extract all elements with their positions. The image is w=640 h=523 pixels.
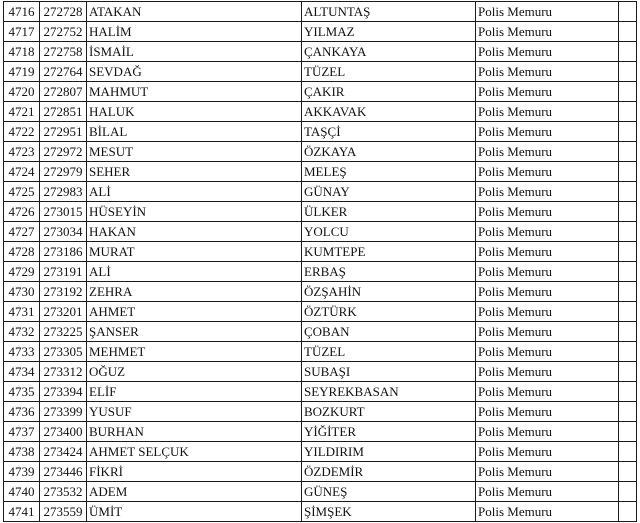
empty-cell	[619, 262, 637, 282]
table-row	[4, 2, 637, 22]
first-name-cell: ÜMİT	[87, 502, 302, 522]
registry-number-cell: 273559	[40, 502, 87, 522]
registry-number-cell: 273446	[40, 462, 87, 482]
first-name-cell: MESUT	[87, 142, 302, 162]
table-row	[4, 322, 637, 342]
registry-number-cell: 272728	[40, 2, 87, 22]
empty-cell	[619, 402, 637, 422]
registry-number-cell: 272851	[40, 102, 87, 122]
row-number-cell: 4741	[4, 502, 40, 522]
registry-number-cell: 273225	[40, 322, 87, 342]
table-row	[4, 102, 637, 122]
title-cell: Polis Memuru	[476, 482, 619, 502]
registry-number-cell: 272951	[40, 122, 87, 142]
table-row	[4, 442, 637, 462]
surname-cell: ÇOBAN	[302, 322, 476, 342]
surname-cell: YİĞİTER	[302, 422, 476, 442]
empty-cell	[619, 162, 637, 182]
title-cell: Polis Memuru	[476, 462, 619, 482]
surname-cell: GÜNEŞ	[302, 482, 476, 502]
row-number-cell: 4740	[4, 482, 40, 502]
first-name-cell: BİLAL	[87, 122, 302, 142]
table-row	[4, 282, 637, 302]
surname-cell: YILMAZ	[302, 22, 476, 42]
empty-cell	[619, 302, 637, 322]
registry-number-cell: 272972	[40, 142, 87, 162]
title-cell: Polis Memuru	[476, 42, 619, 62]
row-number-cell: 4736	[4, 402, 40, 422]
empty-cell	[619, 202, 637, 222]
title-cell: Polis Memuru	[476, 62, 619, 82]
registry-number-cell: 273201	[40, 302, 87, 322]
title-cell: Polis Memuru	[476, 402, 619, 422]
title-cell: Polis Memuru	[476, 82, 619, 102]
surname-cell: ÇAKIR	[302, 82, 476, 102]
surname-cell: TAŞÇİ	[302, 122, 476, 142]
table-row	[4, 62, 637, 82]
empty-cell	[619, 22, 637, 42]
row-number-cell: 4738	[4, 442, 40, 462]
surname-cell: ÖZTÜRK	[302, 302, 476, 322]
row-number-cell: 4728	[4, 242, 40, 262]
table-row	[4, 262, 637, 282]
empty-cell	[619, 222, 637, 242]
title-cell: Polis Memuru	[476, 2, 619, 22]
empty-cell	[619, 422, 637, 442]
row-number-cell: 4737	[4, 422, 40, 442]
surname-cell: ÖZDEMİR	[302, 462, 476, 482]
registry-number-cell: 272807	[40, 82, 87, 102]
first-name-cell: YUSUF	[87, 402, 302, 422]
empty-cell	[619, 142, 637, 162]
registry-number-cell: 273034	[40, 222, 87, 242]
table-row	[4, 202, 637, 222]
surname-cell: ÇANKAYA	[302, 42, 476, 62]
title-cell: Polis Memuru	[476, 362, 619, 382]
registry-number-cell: 273191	[40, 262, 87, 282]
row-number-cell: 4724	[4, 162, 40, 182]
row-number-cell: 4729	[4, 262, 40, 282]
surname-cell: SUBAŞI	[302, 362, 476, 382]
empty-cell	[619, 62, 637, 82]
registry-number-cell: 273312	[40, 362, 87, 382]
surname-cell: SEYREKBASAN	[302, 382, 476, 402]
title-cell: Polis Memuru	[476, 162, 619, 182]
title-cell: Polis Memuru	[476, 322, 619, 342]
row-number-cell: 4739	[4, 462, 40, 482]
table-row	[4, 422, 637, 442]
table-row	[4, 162, 637, 182]
empty-cell	[619, 382, 637, 402]
table-row	[4, 122, 637, 142]
title-cell: Polis Memuru	[476, 242, 619, 262]
row-number-cell: 4725	[4, 182, 40, 202]
title-cell: Polis Memuru	[476, 422, 619, 442]
row-number-cell: 4720	[4, 82, 40, 102]
registry-number-cell: 273399	[40, 402, 87, 422]
registry-number-cell: 273015	[40, 202, 87, 222]
row-number-cell: 4723	[4, 142, 40, 162]
surname-cell: YILDIRIM	[302, 442, 476, 462]
first-name-cell: AHMET SELÇUK	[87, 442, 302, 462]
first-name-cell: ŞANSER	[87, 322, 302, 342]
empty-cell	[619, 2, 637, 22]
row-number-cell: 4732	[4, 322, 40, 342]
first-name-cell: ELİF	[87, 382, 302, 402]
table-row	[4, 482, 637, 502]
row-number-cell: 4727	[4, 222, 40, 242]
empty-cell	[619, 362, 637, 382]
table-row	[4, 42, 637, 62]
row-number-cell: 4718	[4, 42, 40, 62]
first-name-cell: HALİM	[87, 22, 302, 42]
title-cell: Polis Memuru	[476, 182, 619, 202]
first-name-cell: ALİ	[87, 262, 302, 282]
row-number-cell: 4733	[4, 342, 40, 362]
table-row	[4, 222, 637, 242]
table-row	[4, 402, 637, 422]
table-row	[4, 82, 637, 102]
row-number-cell: 4716	[4, 2, 40, 22]
title-cell: Polis Memuru	[476, 122, 619, 142]
empty-cell	[619, 342, 637, 362]
empty-cell	[619, 122, 637, 142]
empty-cell	[619, 482, 637, 502]
row-number-cell: 4719	[4, 62, 40, 82]
registry-number-cell: 272758	[40, 42, 87, 62]
table-row	[4, 362, 637, 382]
first-name-cell: HAKAN	[87, 222, 302, 242]
surname-cell: TÜZEL	[302, 342, 476, 362]
first-name-cell: OĞUZ	[87, 362, 302, 382]
registry-number-cell: 273532	[40, 482, 87, 502]
row-number-cell: 4726	[4, 202, 40, 222]
row-number-cell: 4731	[4, 302, 40, 322]
row-number-cell: 4721	[4, 102, 40, 122]
empty-cell	[619, 442, 637, 462]
table-row	[4, 502, 637, 522]
table-row	[4, 22, 637, 42]
empty-cell	[619, 322, 637, 342]
registry-number-cell: 272979	[40, 162, 87, 182]
surname-cell: GÜNAY	[302, 182, 476, 202]
empty-cell	[619, 502, 637, 522]
table-row	[4, 142, 637, 162]
title-cell: Polis Memuru	[476, 22, 619, 42]
surname-cell: ALTUNTAŞ	[302, 2, 476, 22]
empty-cell	[619, 102, 637, 122]
empty-cell	[619, 282, 637, 302]
surname-cell: KUMTEPE	[302, 242, 476, 262]
surname-cell: BOZKURT	[302, 402, 476, 422]
title-cell: Polis Memuru	[476, 262, 619, 282]
personnel-table-body	[4, 2, 637, 522]
first-name-cell: BURHAN	[87, 422, 302, 442]
first-name-cell: ADEM	[87, 482, 302, 502]
empty-cell	[619, 242, 637, 262]
table-row	[4, 382, 637, 402]
first-name-cell: MAHMUT	[87, 82, 302, 102]
registry-number-cell: 273305	[40, 342, 87, 362]
first-name-cell: SEHER	[87, 162, 302, 182]
title-cell: Polis Memuru	[476, 302, 619, 322]
table-row	[4, 342, 637, 362]
surname-cell: YOLCU	[302, 222, 476, 242]
empty-cell	[619, 42, 637, 62]
title-cell: Polis Memuru	[476, 202, 619, 222]
title-cell: Polis Memuru	[476, 222, 619, 242]
registry-number-cell: 272752	[40, 22, 87, 42]
first-name-cell: ZEHRA	[87, 282, 302, 302]
title-cell: Polis Memuru	[476, 442, 619, 462]
first-name-cell: AHMET	[87, 302, 302, 322]
surname-cell: ÖZŞAHİN	[302, 282, 476, 302]
first-name-cell: FİKRİ	[87, 462, 302, 482]
row-number-cell: 4735	[4, 382, 40, 402]
first-name-cell: İSMAİL	[87, 42, 302, 62]
row-number-cell: 4717	[4, 22, 40, 42]
surname-cell: ÜLKER	[302, 202, 476, 222]
row-number-cell: 4734	[4, 362, 40, 382]
empty-cell	[619, 462, 637, 482]
title-cell: Polis Memuru	[476, 282, 619, 302]
title-cell: Polis Memuru	[476, 342, 619, 362]
registry-number-cell: 273424	[40, 442, 87, 462]
registry-number-cell: 273192	[40, 282, 87, 302]
surname-cell: TÜZEL	[302, 62, 476, 82]
first-name-cell: ATAKAN	[87, 2, 302, 22]
surname-cell: ÖZKAYA	[302, 142, 476, 162]
registry-number-cell: 273400	[40, 422, 87, 442]
surname-cell: MELEŞ	[302, 162, 476, 182]
empty-cell	[619, 82, 637, 102]
row-number-cell: 4730	[4, 282, 40, 302]
first-name-cell: MURAT	[87, 242, 302, 262]
registry-number-cell: 272764	[40, 62, 87, 82]
surname-cell: ŞİMŞEK	[302, 502, 476, 522]
registry-number-cell: 273394	[40, 382, 87, 402]
first-name-cell: SEVDAĞ	[87, 62, 302, 82]
registry-number-cell: 273186	[40, 242, 87, 262]
first-name-cell: ALİ	[87, 182, 302, 202]
personnel-table	[3, 1, 637, 522]
table-row	[4, 302, 637, 322]
empty-cell	[619, 182, 637, 202]
title-cell: Polis Memuru	[476, 142, 619, 162]
title-cell: Polis Memuru	[476, 102, 619, 122]
first-name-cell: MEHMET	[87, 342, 302, 362]
registry-number-cell: 272983	[40, 182, 87, 202]
table-row	[4, 462, 637, 482]
table-row	[4, 242, 637, 262]
first-name-cell: HALUK	[87, 102, 302, 122]
surname-cell: ERBAŞ	[302, 262, 476, 282]
title-cell: Polis Memuru	[476, 382, 619, 402]
first-name-cell: HÜSEYİN	[87, 202, 302, 222]
row-number-cell: 4722	[4, 122, 40, 142]
surname-cell: AKKAVAK	[302, 102, 476, 122]
table-row	[4, 182, 637, 202]
title-cell: Polis Memuru	[476, 502, 619, 522]
